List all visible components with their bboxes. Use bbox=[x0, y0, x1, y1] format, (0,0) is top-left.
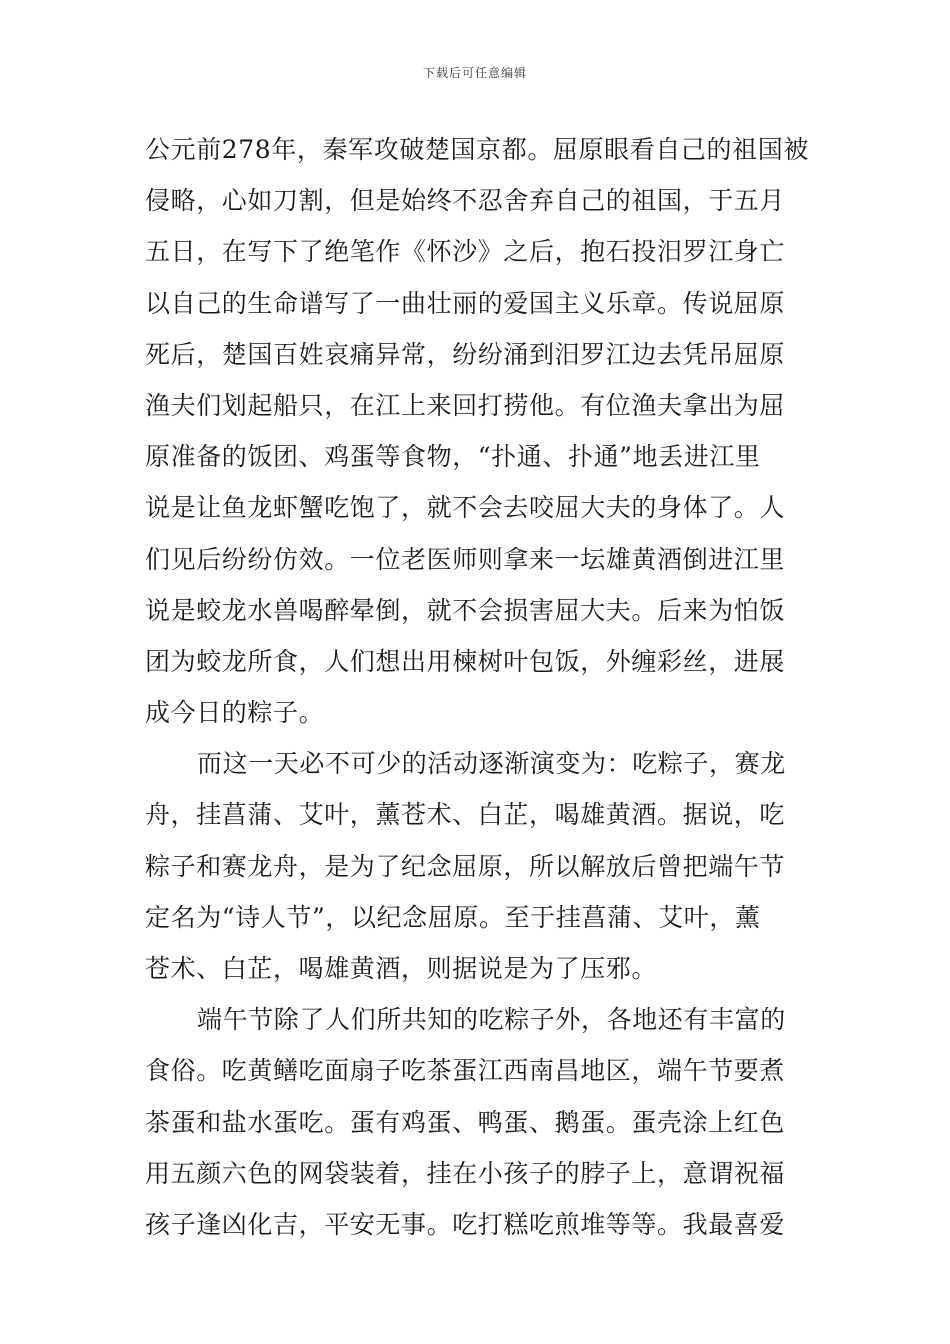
text-line: 们见后纷纷仿效。一位老医师则拿来一坛雄黄酒倒进江里 bbox=[145, 544, 786, 574]
text-line: 舟，挂菖蒲、艾叶，薰苍术、白芷，喝雄黄酒。据说，吃 bbox=[145, 800, 786, 830]
document-body bbox=[145, 124, 807, 1250]
text-line: 以自己的生命谱写了一曲壮丽的爱国主义乐章。传说屈原 bbox=[145, 288, 786, 318]
text-line: 成今日的粽子。 bbox=[145, 698, 325, 728]
paragraph-first-line: 而这一天必不可少的活动逐渐演变为：吃粽子，赛龙 bbox=[197, 749, 786, 779]
text-line: 说是蛟龙水兽喝醉晕倒，就不会损害屈大夫。后来为怕饭 bbox=[145, 595, 786, 625]
text-line: 说是让鱼龙虾蟹吃饱了，就不会去咬屈大夫的身体了。人 bbox=[145, 493, 786, 523]
text-line: 渔夫们划起船只，在江上来回打捞他。有位渔夫拿出为屈 bbox=[145, 390, 786, 420]
text-line: 定名为“诗人节”，以纪念屈原。至于挂菖蒲、艾叶，薰 bbox=[145, 902, 761, 932]
text-line: 团为蛟龙所食，人们想出用楝树叶包饭，外缠彩丝，进展 bbox=[145, 646, 786, 676]
text-line: 五日，在写下了绝笔作《怀沙》之后，抱石投汨罗江身亡 bbox=[145, 237, 786, 267]
text-line: 侵略，心如刀割，但是始终不忍舍弃自己的祖国，于五月 bbox=[145, 186, 786, 216]
text-line: 苍术、白芷，喝雄黄酒，则据说是为了压邪。 bbox=[145, 954, 658, 983]
text-line: 孩子逢凶化吉，平安无事。吃打糕吃煎堆等等。我最喜爱 bbox=[145, 1209, 786, 1239]
page-header: 下载后可任意编辑 bbox=[422, 66, 527, 80]
text-line: 公元前278年，秦军攻破楚国京都。屈原眼看自己的祖国被 bbox=[145, 135, 809, 164]
paragraph-first-line: 端午节除了人们所共知的吃粽子外，各地还有丰富的 bbox=[197, 1005, 786, 1035]
text-line: 死后，楚国百姓哀痛异常，纷纷涌到汨罗江边去凭吊屈原 bbox=[145, 339, 786, 369]
text-line: 粽子和赛龙舟，是为了纪念屈原，所以解放后曾把端午节 bbox=[145, 851, 786, 881]
text-line: 茶蛋和盐水蛋吃。蛋有鸡蛋、鸭蛋、鹅蛋。蛋壳涂上红色 bbox=[145, 1107, 786, 1137]
text-line: 用五颜六色的网袋装着，挂在小孩子的脖子上，意谓祝福 bbox=[145, 1158, 786, 1188]
text-line: 食俗。吃黄鳝吃面扇子吃茶蛋江西南昌地区，端午节要煮 bbox=[145, 1056, 786, 1086]
text-line: 原准备的饭团、鸡蛋等食物，“扑通、扑通”地丢进江里 bbox=[145, 442, 761, 472]
